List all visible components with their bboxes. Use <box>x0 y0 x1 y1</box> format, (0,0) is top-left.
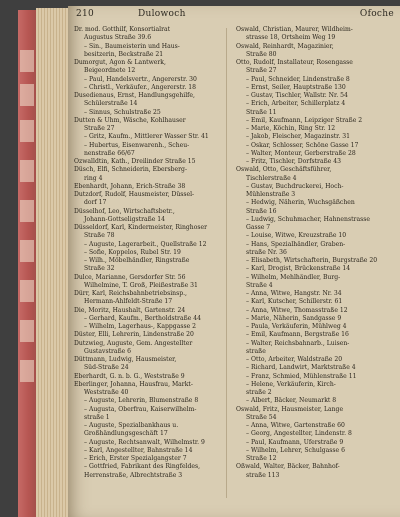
directory-entry-line: Straße 4 <box>246 281 273 289</box>
directory-entry-line: Straße 16 <box>246 207 277 215</box>
directory-entry-line: – Anna, Witwe, Hangstr. Nr. 34 <box>246 290 342 297</box>
directory-entry-line: – Gustav, Tischler, Wallstr. Nr. 54 <box>246 92 348 99</box>
column-divider <box>226 28 227 498</box>
directory-entry-line: – Hedwig, Näherin, Wuchsgäßchen <box>246 199 355 207</box>
directory-entry-line: straße Nr. 36 <box>246 248 287 256</box>
directory-entry-line: Dumorgut, Ägon & Lantwerk, <box>74 59 166 66</box>
directory-entry-line: – Elisabeth, Wirtschafterin, Burgstraße 20 <box>246 257 378 264</box>
directory-entry-line: – Ludwig, Schuhmacher, Hahnenstrasse <box>246 215 370 223</box>
directory-entry-line: – Marie, Köchin, Ring Str. 12 <box>246 125 336 132</box>
directory-entry-line: – Karl, Drogist, Brückenstraße 14 <box>246 265 351 273</box>
directory-entry-line: Johann-Gottseligstraße 14 <box>84 215 166 223</box>
directory-entry-line: Schülerstraße 14 <box>84 100 138 108</box>
directory-entry-line: Wilhelmine, T. Groß, Pleißestraße 31 <box>84 281 198 289</box>
directory-entry-line: Düsseldorf, Karl, Kindermeister, Ringhoser <box>74 224 208 231</box>
directory-entry-line: Herrenstraße, Albrechtstraße 3 <box>84 471 183 479</box>
directory-entry-line: – Anna, Witwe, Gartenstraße 60 <box>246 422 345 429</box>
directory-entry-line: Beigeordnete 12 <box>84 67 136 75</box>
directory-entry-line: straße 113 <box>246 471 280 479</box>
directory-entry-line: Gasse 7 <box>246 224 271 231</box>
directory-entry-line: – Wilhelm, Lagerhaus-, Kappgasse 2 <box>84 323 197 330</box>
directory-entry-line: dorf 17 <box>84 199 107 207</box>
book-spine <box>18 10 36 517</box>
directory-entry-line: – Emil, Kaufmann, Bergstraße 16 <box>246 331 349 339</box>
directory-entry-line: – Augusta, Oberfrau, Kaiserwilhelm- <box>84 405 197 413</box>
directory-entry-line: ring 4 <box>84 174 103 182</box>
directory-entry-line: Düsselhof, Leo, Wirtschaftsbetr., <box>74 207 175 215</box>
directory-entry-line: – Gottfried, Fabrikant des Ringfeldes, <box>84 463 201 471</box>
directory-page <box>68 6 400 517</box>
directory-entry-line: – Auguste, Lagerarbeit., Quellstraße 12 <box>84 240 207 248</box>
directory-entry-line: Tischlerstraße 4 <box>246 174 297 182</box>
directory-entry-line: straße 2 <box>246 389 272 396</box>
directory-entry-line: Straße 11 <box>246 108 277 116</box>
book <box>18 0 400 517</box>
running-head-left: Dulowoch <box>138 9 186 19</box>
directory-entry-line: Süd-Straße 24 <box>84 364 129 372</box>
directory-entry-line: – Albert, Bäcker, Neumarkt 8 <box>246 397 337 405</box>
directory-entry-line: Straße 54 <box>246 413 277 421</box>
directory-entry-line: besitzerin, Beckstraße 21 <box>84 50 164 58</box>
directory-entry-line: Oswald, Reinhardt, Magazinier, <box>236 42 334 50</box>
directory-entry-line: Straße 27 <box>246 67 277 75</box>
directory-entry-line: strasse 18, Ortsheim Weg 19 <box>246 34 336 42</box>
directory-entry-line: Eberhardt, G. n. b. G., Weststraße 9 <box>74 372 185 380</box>
directory-entry-line: Düttmann, Ludwig, Hausmeister, <box>74 356 177 363</box>
directory-entry-line: – Jakob, Fleischer, Magazinstr. 31 <box>246 133 351 141</box>
directory-entry-line: Dr. mod. Gotthilf, Konsortialrat <box>74 26 171 33</box>
directory-entry-line: Großhändlungsgeschäft 17 <box>84 430 168 438</box>
directory-entry-line: Dürr, Karl, Reichsbahnbetriebsinsp., <box>74 290 187 297</box>
directory-entry-line: – Erich, Erster Spezialgangster 7 <box>84 455 187 462</box>
directory-entry-line: Dusedienaus, Ernst, Handlungsgehilfe, <box>74 92 195 99</box>
directory-entry-line: – Hubertus, Eisenwarenh., Scheu- <box>84 141 190 149</box>
directory-entry-line: – Erich, Arbeiter, Schillerplatz 4 <box>246 100 346 108</box>
directory-entry-line: – Karl, Kutscher, Schillerstr. 61 <box>246 298 343 306</box>
directory-entry-line: – Wilhelm, Lehrer, Schulgasse 6 <box>246 446 345 454</box>
directory-entry-line: Straße 27 <box>84 125 115 132</box>
directory-entry-line: – Gustav, Buchdruckerei, Hoch- <box>246 182 344 190</box>
directory-entry-line: Dutzdorf, Rudolf, Hausmeister, Düssel- <box>74 191 195 198</box>
directory-entry-line: Gustavstraße 6 <box>84 347 132 355</box>
directory-entry-line: – Wilh., Möbelhändler, Ringstraße <box>84 257 190 264</box>
directory-entry-line: – Franz, Schmied, Mühlenstraße 11 <box>246 372 357 380</box>
directory-entry-line: – Auguste, Lehrerin, Blumenstraße 8 <box>84 397 199 405</box>
directory-entry-line: Ozwalldtin, Kath., Dreilinder Straße 15 <box>74 158 196 165</box>
directory-entry-line: – Walter, Reichsbahnarb., Luisen- <box>246 339 350 347</box>
directory-entry-line: – Paul, Schneider, Lindenstraße 8 <box>246 75 350 83</box>
directory-entry-line: – Ernst, Seiler, Hauptstraße 130 <box>246 83 346 91</box>
directory-entry-line: – Marie, Näherin, Sandgasse 9 <box>246 314 342 322</box>
directory-entry-line: – Anna, Witwe, Thomasstraße 12 <box>246 306 348 314</box>
directory-entry-line: Weststraße 40 <box>84 389 129 396</box>
directory-entry-line: Augustus Straße 39.6 <box>84 34 152 42</box>
directory-entry-line: – Paul, Kaufmann, Uferstraße 9 <box>246 438 344 446</box>
directory-entry-line: Straße 32 <box>84 265 115 273</box>
directory-entry-line: Straße 12 <box>246 455 277 462</box>
directory-entry-line: Eberlinger, Johanna, Hausfrau, Markt- <box>74 380 193 388</box>
directory-entry-line: – Sofie, Koppelos, Rubel Str. 19 <box>84 248 181 256</box>
directory-entry-line: – Gritz, Kaufm., Mittlerer Wasser Str. 41 <box>84 133 209 141</box>
directory-entry-line: Oswald, Fritz, Hausmeister, Lange <box>236 405 344 413</box>
directory-entry-line: – Hans, Spezialhändler, Graben- <box>246 240 346 248</box>
directory-entry-line: Dutzwieg, Auguste, Gem. Angestellter <box>74 339 193 347</box>
directory-entry-line: – Louise, Witwe, Kreuzstraße 10 <box>246 232 347 240</box>
directory-entry-line: – Wilhelm, Mehlhändler, Burg- <box>246 273 341 281</box>
directory-entry-line: – Walter, Monteur, Gerberstraße 28 <box>246 149 356 157</box>
directory-entry-line: – Emil, Kaufmann, Leipziger Straße 2 <box>246 116 363 124</box>
directory-entry-line: nenstraße 66/67 <box>84 149 135 157</box>
directory-entry-line: – Paula, Verkäuferin, Mühlweg 4 <box>246 323 347 330</box>
directory-entry-line: Dutten & Ühm, Wäsche, Kohlhauser <box>74 116 186 124</box>
directory-entry-line: – Gerhard, Kaufm., Bertholdstraße 44 <box>84 314 201 322</box>
page-number: 210 <box>76 9 95 19</box>
directory-entry-line: – Sin., Baumeisterin und Haus- <box>84 42 180 50</box>
directory-entry-line: Die, Moritz, Haushalt, Gartenstr. 24 <box>74 306 186 314</box>
left-column <box>74 26 220 480</box>
right-column <box>236 26 382 480</box>
spine-lettering <box>20 50 34 410</box>
directory-entry-line: – Sinnus, Schulstraße 25 <box>84 108 161 116</box>
directory-entry-line: – Georg, Angestellter, Lindenstr. 8 <box>246 430 352 438</box>
directory-entry-line: Düsch, Elfi, Schneiderin, Ebersberg- <box>74 166 188 174</box>
directory-entry-line: – Karl, Angestellter, Bahnstraße 14 <box>84 446 193 454</box>
directory-entry-line: Mühlenstraße 3 <box>246 191 296 198</box>
directory-entry-line: Otto, Rudolf, Installateur, Rosengasse <box>236 59 353 66</box>
directory-entry-line: Oswald, Christian, Maurer, Wildheim- <box>236 26 353 33</box>
directory-entry-line: Straße 78 <box>84 232 115 240</box>
directory-entry-line: Hermann-Ahlfeldt-Straße 17 <box>84 298 173 306</box>
directory-entry-line: Düster, Elli, Lehrerin, Lindenstraße 20 <box>74 331 194 339</box>
directory-entry-line: Dulce, Marianne, Gersdorfer Str. 56 <box>74 273 186 281</box>
directory-entry-line: – Christl., Verkäufer., Angererstr. 18 <box>84 83 197 91</box>
directory-entry-line: – Oskar, Schlosser, Schöne Gasse 17 <box>246 141 359 149</box>
page-fore-edge <box>36 8 70 517</box>
running-head-right: Ofoche <box>359 9 394 19</box>
directory-entry-line: – Auguste, Spezialbankhaus u. <box>84 422 179 429</box>
directory-entry-line: Oswald, Otto, Geschäftsführer, <box>236 166 332 174</box>
directory-entry-line: – Paul, Handelsvertr., Angererstr. 30 <box>84 75 197 83</box>
directory-entry-line: – Helene, Verkäuferin, Kirch- <box>246 380 336 388</box>
directory-entry-line: Oßwald, Walter, Bäcker, Bahnhof- <box>236 463 340 471</box>
directory-entry-line: – Auguste, Rechtsanwalt, Wilhelmstr. 9 <box>84 438 205 446</box>
directory-entry-line: – Fritz, Tischler, Dorfstraße 43 <box>246 158 341 165</box>
directory-entry-line: straße <box>246 347 266 355</box>
directory-entry-line: straße 1 <box>84 413 110 421</box>
directory-entry-line: Straße 80 <box>246 50 277 58</box>
directory-entry-line: – Otto, Arbeiter, Waldstraße 20 <box>246 356 343 363</box>
directory-entry-line: – Richard, Landwirt, Marktstraße 4 <box>246 364 356 372</box>
directory-entry-line: Ebenhardt, Johann, Erich-Straße 38 <box>74 182 186 190</box>
